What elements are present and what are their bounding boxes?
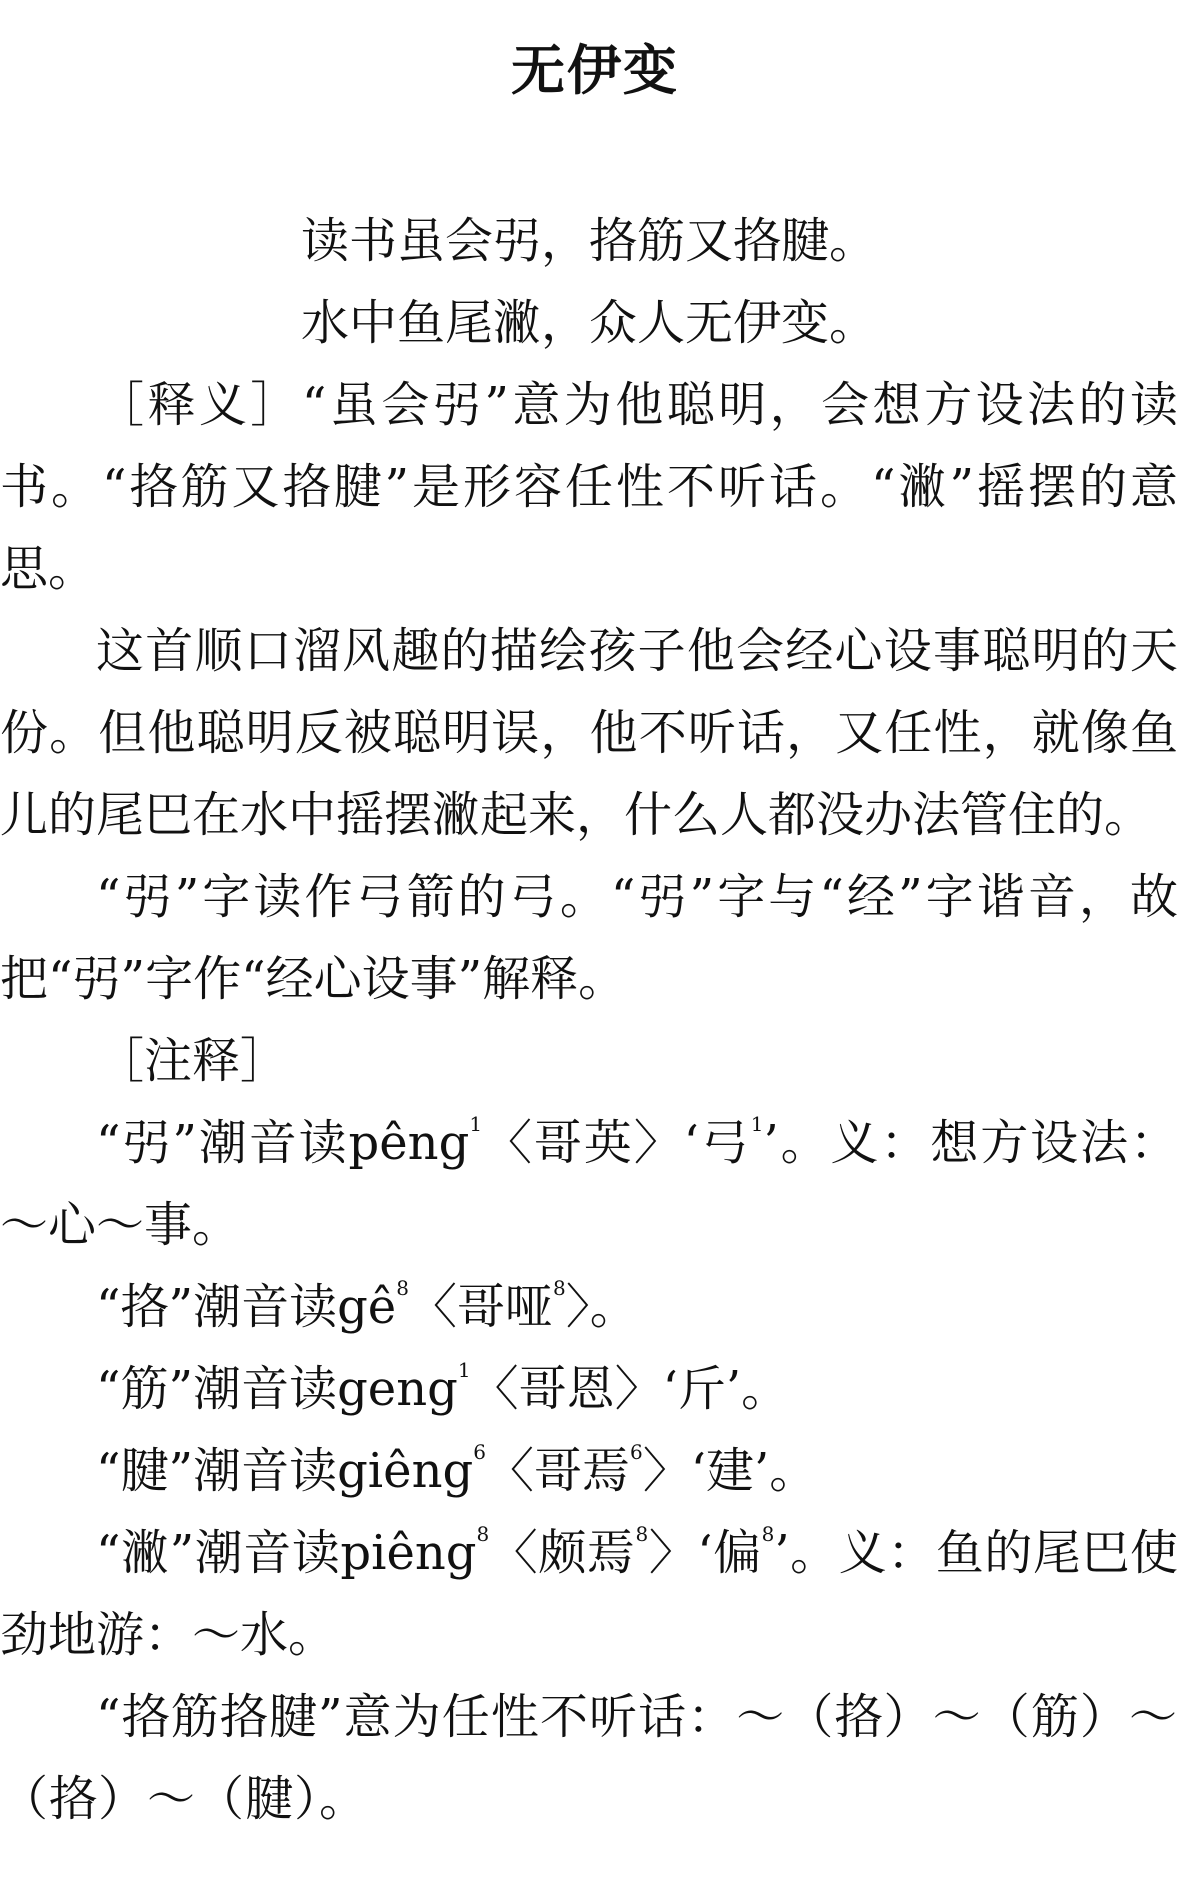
annotation-heading: ［注释］ [96,1033,289,1089]
final-note: “挌筋挌腱”意为任性不听话：～（挌）～（筋）～（挌）～（腱）。 [0,1689,1178,1827]
tone-number: 8 [761,1522,775,1546]
tone-number: 8 [552,1276,566,1300]
note-item [0,1348,1178,1430]
homophone-paragraph: “弜”字读作弓箭的弓。“弜”字与“经”字谐音，故把“弜”字作“经心设事”解释。 [0,869,1178,1007]
note-pronunciation: “弜”潮音读pêng [96,1115,470,1171]
tone-number: 1 [469,1112,483,1136]
note-meaning: ’。义：鱼的尾巴使劲地游：～水。 [0,1525,1178,1663]
note-reading: 〈哥恩〉‘斤’。 [470,1361,790,1417]
note-item [0,1266,1178,1348]
tone-number: 8 [396,1276,409,1300]
verse-line-1: 读书虽会弜，挌筋又挌腱。 [300,213,877,269]
document-body [0,200,1178,1840]
tone-number: 6 [629,1440,643,1464]
note-reading: 〈颇焉 [489,1525,636,1581]
note-reading: 〉‘偏 [648,1525,762,1581]
verse-line-2: 水中鱼尾潎，众人无伊变。 [300,295,877,351]
tone-number: 8 [476,1522,490,1546]
page-title: 无伊变 [511,39,679,102]
tone-number: 6 [473,1440,486,1464]
note-reading: 〈哥焉 [485,1443,630,1499]
note-reading: 〈哥哑 [408,1279,553,1335]
note-meaning: 〉‘建’。 [642,1443,818,1499]
note-item [0,1512,1178,1676]
commentary-paragraph: 这首顺口溜风趣的描绘孩子他会经心设事聪明的天份。但他聪明反被聪明误，他不听话，又任性，就像鱼儿的尾巴在水中摇摆潎起来，什么人都没办法管住的。 [0,623,1178,843]
note-meaning: 〉。 [565,1279,638,1335]
note-reading: 〈哥英〉‘弓 [482,1115,751,1171]
note-meaning: ’。义：想方设法：～心～事。 [0,1115,1178,1253]
note-item [0,1102,1178,1266]
note-pronunciation: “腱”潮音读giêng [96,1443,474,1499]
note-item [0,1430,1178,1512]
tone-number: 1 [750,1112,764,1136]
note-pronunciation: “挌”潮音读gê [96,1279,397,1335]
tone-number: 1 [457,1358,471,1382]
tone-number: 8 [635,1522,649,1546]
note-pronunciation: “筋”潮音读geng [96,1361,458,1417]
note-pronunciation: “潎”潮音读piêng [96,1525,477,1581]
explanation-paragraph: ［释义］“虽会弜”意为他聪明，会想方设法的读书。“挌筋又挌腱”是形容任性不听话。“潎”摇摆的意思。 [0,377,1178,597]
